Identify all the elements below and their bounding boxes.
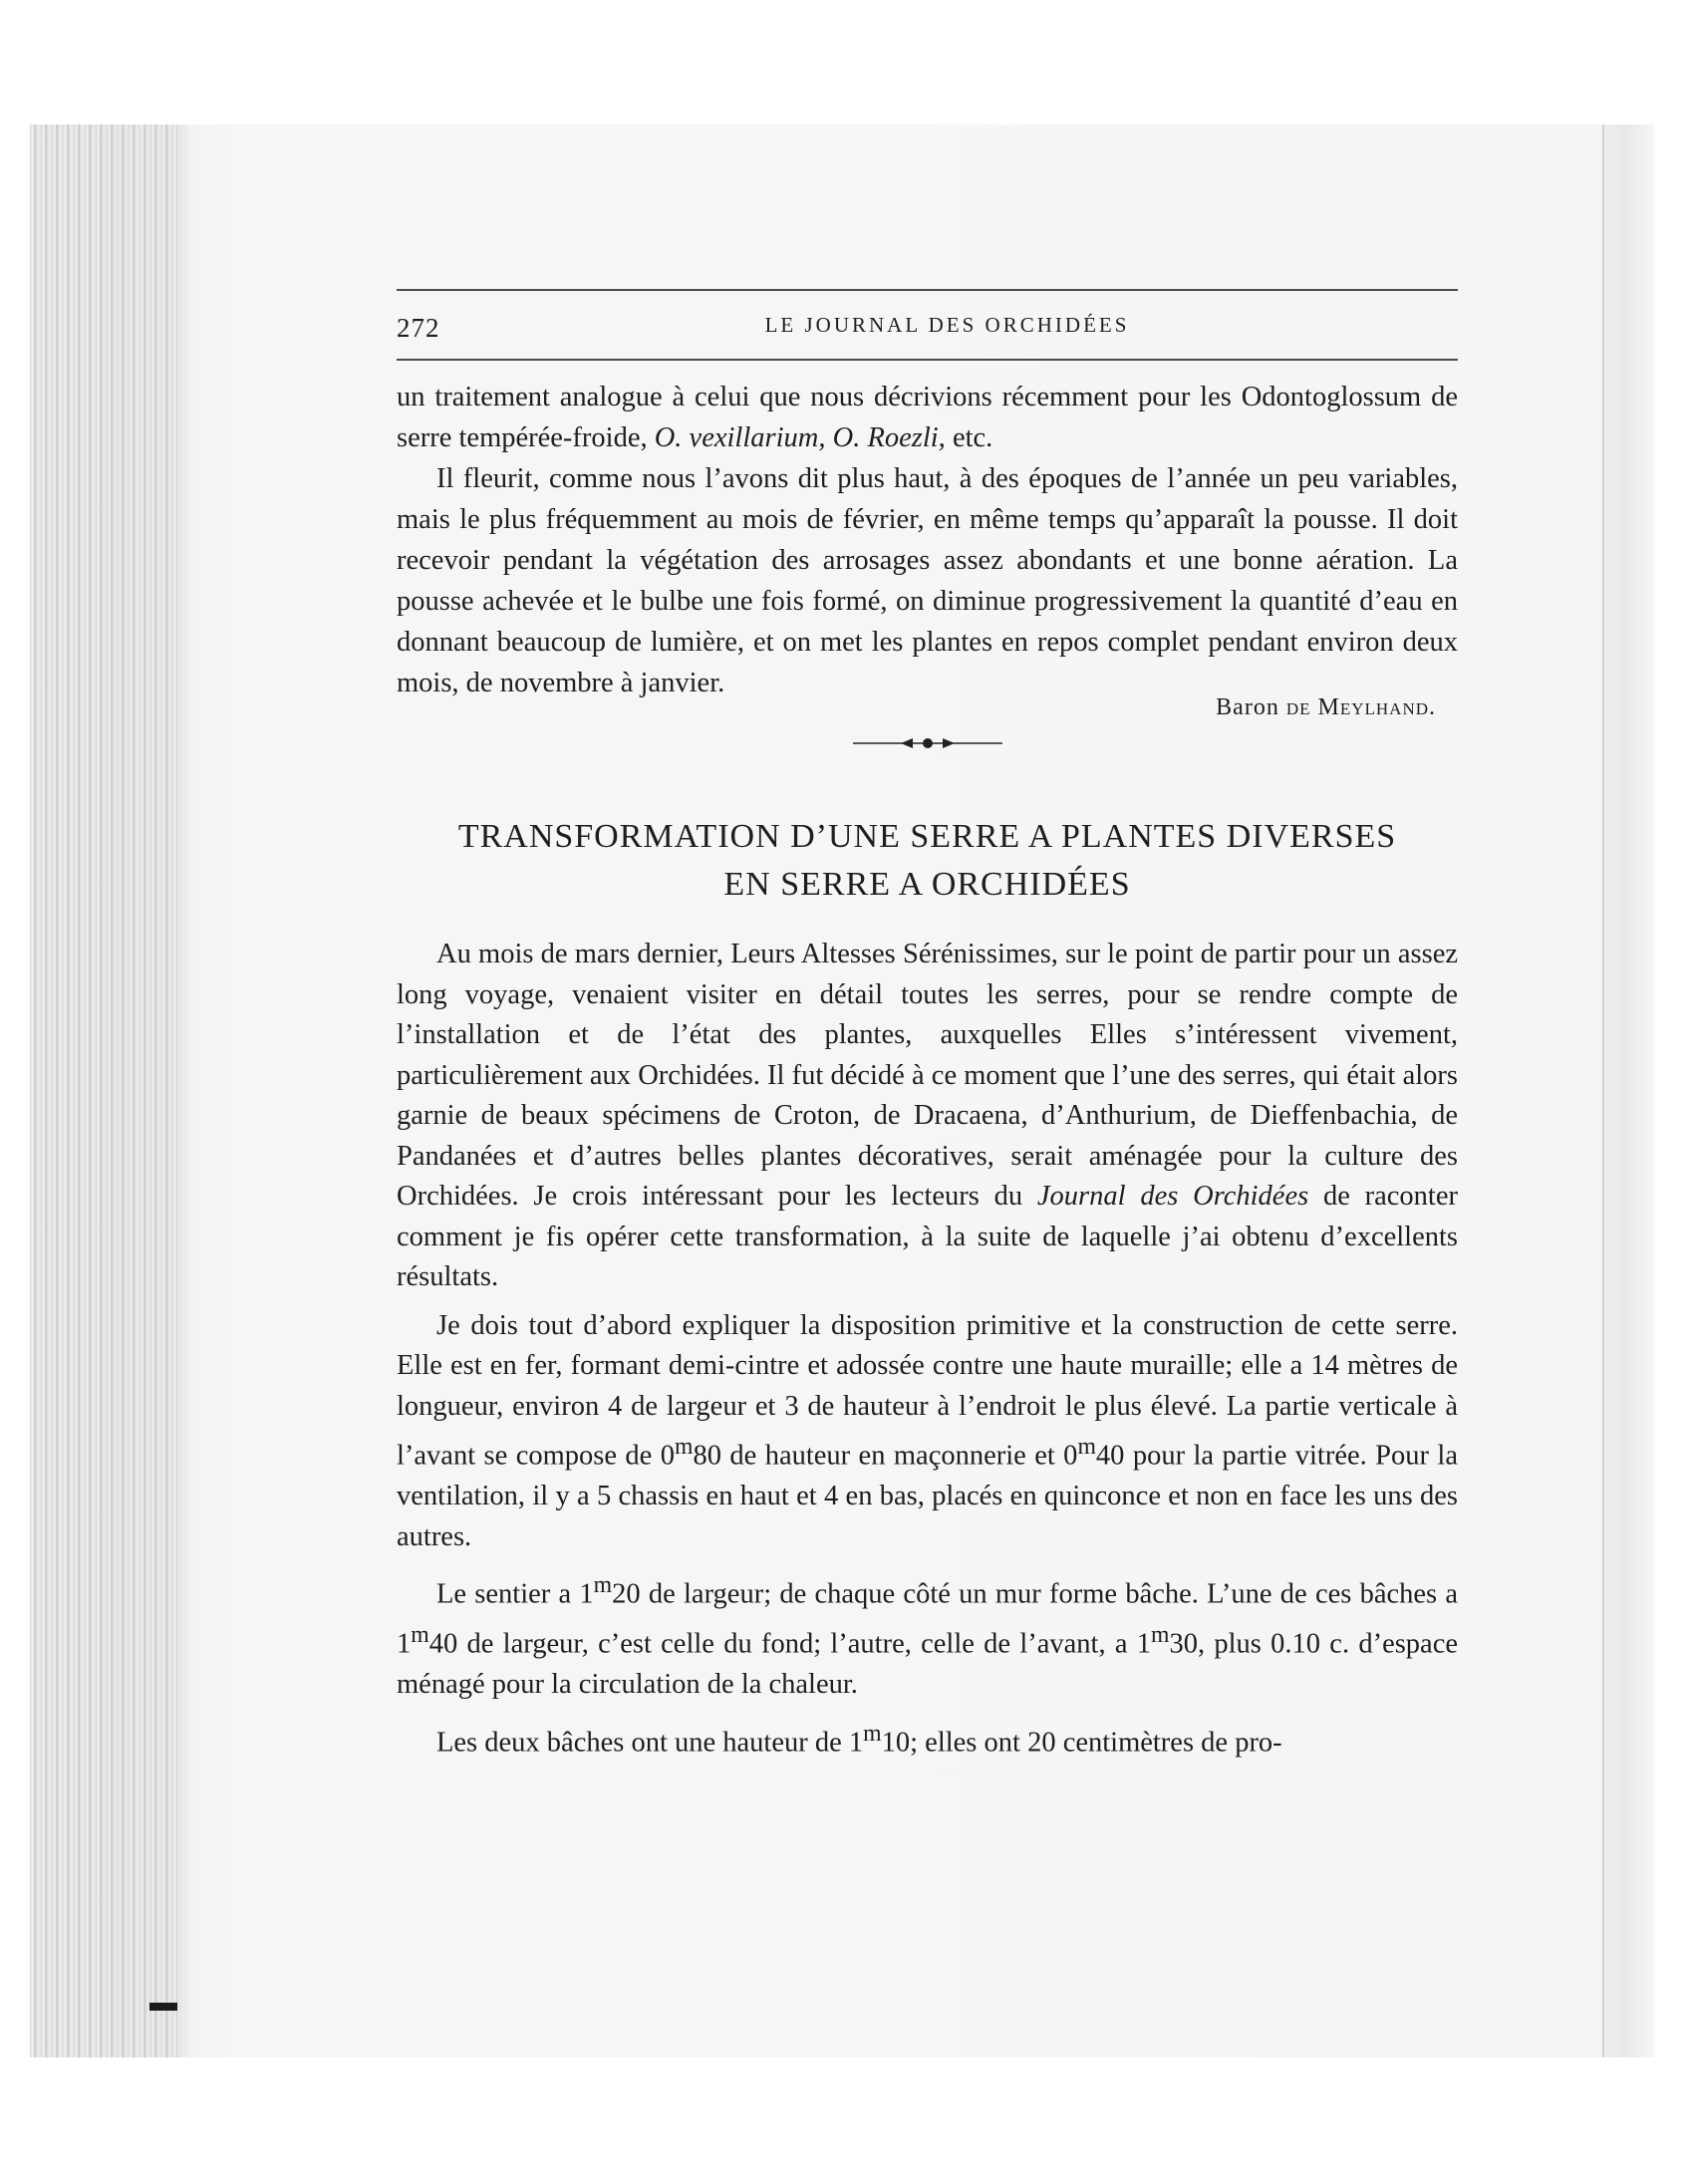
text-run: 30, plus 0.10 c. d’espace ménagé pour la circulation de la chaleur.: [397, 1628, 1459, 1700]
ornamental-separator: [853, 733, 1002, 753]
text-run: Les deux bâches ont une hauteur de 1: [436, 1727, 864, 1758]
italic-text: Journal des Orchidées: [1036, 1181, 1309, 1212]
paragraph: [397, 935, 1458, 1298]
paragraph: [397, 1714, 1458, 1764]
text-run: Le sentier a 1: [436, 1578, 594, 1610]
text-run: 40 de largeur, c’est celle du fond; l’autre, celle de l’avant, a 1: [428, 1628, 1152, 1660]
superscript: m: [863, 1720, 882, 1747]
text-run: 40 pour la partie vitrée. Pour la ventilation, il y a 5 chassis en haut et 4 en bas, placés en quinconce et non en face les uns des autres.: [397, 1440, 1458, 1552]
text-run: 80 de hauteur en maçonnerie et 0: [693, 1440, 1078, 1472]
journal-title: LE JOURNAL DES ORCHIDÉES: [764, 313, 1130, 337]
page-stack-edge: [30, 125, 189, 2057]
text-run: de raconter comment je fis opérer cette transformation, à la suite de laquelle j’ai obtenu d’excellents résultats.: [397, 1181, 1458, 1292]
article-title-line: TRANSFORMATION D’UNE SERRE A PLANTES DIVERSES: [457, 818, 1397, 855]
text-run: 20 de largeur; de chaque côté un mur forme bâche. L’une de ces bâches a 1: [397, 1578, 1458, 1660]
superscript: m: [674, 1434, 694, 1460]
italic-text: O. Roezli,: [832, 422, 946, 453]
signature-prefix: Baron: [1216, 694, 1286, 720]
page-content: [397, 289, 1458, 1764]
paragraph: Il fleurit, comme nous l’avons dit plus haut, à des époques de l’année un peu variables, mais le plus fréquemment au mois de février, en même temps qu’apparaît la pousse. Il doit recevoir pendant la végétation des arrosages assez abondants et une bonne aération. La pousse achevée et le bulbe une fois formé, on diminue progressivement la quantité d’eau en donnant beaucoup de lumière, et on met les plantes en repos complet pendant environ deux mois, de novembre à janvier.: [397, 463, 1458, 698]
text-run: [825, 422, 832, 453]
page-number: 272: [397, 313, 440, 343]
article-title-line: EN SERRE A ORCHIDÉES: [723, 866, 1131, 903]
text-run: un traitement analogue à celui que nous décrivions récemment pour les Odontoglossum de serre tempérée-froide,: [397, 382, 1458, 453]
signature-name: Meylhand.: [1310, 694, 1436, 720]
page-right-edge: [1602, 125, 1654, 2057]
text-run: etc.: [945, 422, 993, 453]
superscript: m: [593, 1572, 613, 1598]
article-title: [397, 813, 1458, 909]
text-run: Au mois de mars dernier, Leurs Altesses Sérénissimes, sur le point de partir pour un assez long voyage, venaient visiter en détail toutes les serres, pour se rendre compte de l’installation et de l’état des plantes, auxquelles Elles s’intéressent vivement, particulièrement aux Orchidées. Il fut décidé à ce moment que l’une des serres, qui était alors garnie de beaux spécimens de Croton, de Dracaena, d’Anthurium, de Dieffenbachia, de Pandanées et d’autres belles plantes décoratives, serait aménagée pour la culture des Orchidées. Je crois intéressant pour les lecteurs du: [397, 939, 1458, 1212]
article: [397, 813, 1458, 1764]
signature-particle: de: [1285, 694, 1311, 720]
paragraph: [397, 1306, 1458, 1558]
superscript: m: [1151, 1622, 1170, 1648]
paragraph: [397, 377, 1458, 458]
superscript: m: [411, 1622, 429, 1648]
running-head: [397, 289, 1458, 361]
text-run: Je dois tout d’abord expliquer la disposition primitive et la construction de cette serre. Elle est en fer, formant demi-cintre et adossée contre une haute muraille; elle a 14 mètres de longueur, environ 4 de largeur et 3 de hauteur à l’endroit le plus élevé. La partie verticale à l’avant se compose de 0: [397, 1309, 1458, 1472]
text-run: 10; elles ont 20 centimètres de pro-: [881, 1727, 1282, 1758]
paragraph: [397, 1565, 1458, 1706]
superscript: m: [1077, 1434, 1096, 1460]
previous-article: [397, 377, 1458, 753]
italic-text: O. vexillarium,: [654, 422, 826, 453]
separator-ornament-icon: [853, 733, 1002, 753]
